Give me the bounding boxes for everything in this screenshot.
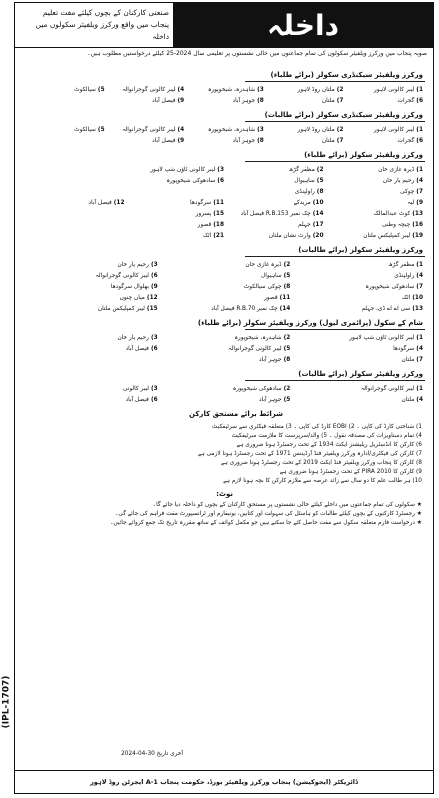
- note-item: ★ سکولوں کی تمام جماعتوں میں داخلے کیلئے خالی نشستوں پر مستحق کارکنان کے بچوں کو داخلہ دیا جائے گا۔: [152, 502, 422, 508]
- school-name: سرگودھا: [190, 200, 212, 206]
- note-item: ★ رجسٹرڈ کارکنوں کے بچوں کیلئے طالبات کو ہاسٹل کی سہولت اور کتابیں، یونیفارم اور ٹرانسپورٹ مفت فراہم کی جائے گی۔: [115, 511, 422, 517]
- school-entry: [184, 96, 264, 106]
- school-number: 19): [412, 233, 423, 239]
- condition-item: 10) ہر طالب علم کا دو سال سے زائد عرصہ سے ملازم کارکن کا بچہ ہونا لازم ہے: [223, 478, 422, 484]
- school-number: 10): [412, 295, 423, 301]
- school-entry: [105, 96, 185, 106]
- school-name: جوہر آباد: [259, 397, 282, 403]
- school-entry: [25, 304, 158, 314]
- section-underline: [245, 81, 425, 82]
- section-title: ورکرز ویلفیئر سکولز (برائے طالبات): [298, 246, 423, 254]
- section-title: ورکرز ویلفیئر سیکنڈری سکولز (برائے طالبات): [264, 111, 423, 119]
- school-entry: [324, 198, 424, 208]
- school-name: مریدکے: [293, 200, 311, 206]
- school-name: چوکی: [400, 189, 415, 195]
- condition-item: 8) کارکن کا پنجاب ورکرز ویلفیئر فنڈ ایکٹ 2019 کے تحت رجسٹرڈ ہونا ضروری ہے: [221, 460, 422, 466]
- school-number: 12): [146, 295, 158, 301]
- school-name: لیبر کالونی: [122, 386, 149, 392]
- condition-item: 9) کارکن کا PIRA 2010 کے تحت رجسٹرڈ ہونا ضروری ہے: [279, 469, 422, 475]
- school-name: چک نمبر R.B.70 فیصل آباد: [211, 306, 278, 312]
- school-name: لیبر کالونی گوجرانوالہ: [122, 127, 176, 133]
- page-title: داخلہ: [173, 3, 433, 47]
- school-number: 5): [316, 178, 324, 184]
- school-entry: [324, 231, 424, 241]
- school-entry: [158, 344, 291, 354]
- school-entry: [25, 85, 105, 95]
- school-number: 21): [213, 233, 224, 239]
- school-name: راولپنڈی: [294, 189, 315, 195]
- school-number: 6): [217, 178, 224, 184]
- school-number: 2): [316, 167, 324, 173]
- school-number: 7): [336, 98, 344, 104]
- school-number: 8): [257, 98, 264, 104]
- school-entry: [125, 198, 225, 208]
- intro-text: صوبہ پنجاب میں ورکرز ویلفیئر سکولوں کی تمام جماعتوں میں خالی نشستوں پر تعلیمی سال 2024-25 کیلئے درخواستیں مطلوب ہیں۔: [87, 50, 427, 57]
- school-number: 2): [336, 87, 344, 93]
- school-row: [25, 136, 423, 146]
- school-entry: [125, 209, 225, 219]
- school-number: 18): [213, 222, 224, 228]
- school-row: [25, 96, 423, 106]
- school-entry: [290, 304, 423, 314]
- school-number: 11): [213, 200, 224, 206]
- school-name: وارث نشان ملتان: [268, 233, 311, 239]
- school-name: فیصل آباد: [152, 138, 176, 144]
- school-number: 2): [336, 127, 344, 133]
- school-entry: [343, 136, 423, 146]
- section-underline: [245, 161, 425, 162]
- school-number: 9): [177, 98, 185, 104]
- school-name: سرگودھا: [393, 346, 415, 352]
- school-name: رحیم یار خان: [382, 178, 415, 184]
- school-name: اٹک: [202, 233, 212, 239]
- school-name: گجرات: [397, 138, 415, 144]
- school-entry: [25, 271, 158, 281]
- school-number: 12): [113, 200, 125, 206]
- school-entry: [158, 282, 291, 292]
- school-row: [25, 220, 423, 230]
- school-entry: [290, 260, 423, 270]
- school-entry: [324, 209, 424, 219]
- school-number: 8): [316, 189, 324, 195]
- school-entry: [25, 282, 158, 292]
- school-entry: [105, 125, 185, 135]
- school-name: رحیم یار خان: [117, 262, 149, 268]
- school-entry: [25, 231, 125, 241]
- school-name: فیصل آباد: [88, 200, 112, 206]
- school-entry: [224, 220, 324, 230]
- school-number: 3): [150, 262, 158, 268]
- school-entry: [264, 96, 344, 106]
- school-name: لیہ: [407, 200, 415, 206]
- school-row: [25, 282, 423, 292]
- school-name: ڈیرہ غازی خان: [378, 167, 415, 173]
- condition-item: 6) کارکن کا انڈسٹریل ریلیشنز ایکٹ 1934 کے تحت رجسٹرڈ ہونا ضروری ہے: [236, 442, 422, 448]
- school-name: سیالکوٹ: [74, 127, 96, 133]
- school-entry: [290, 355, 423, 365]
- school-entry: [125, 231, 225, 241]
- school-entry: [25, 96, 105, 106]
- school-entry: [290, 293, 423, 303]
- school-name: لیبر کالونی گوجرانوالہ: [122, 87, 176, 93]
- school-number: 9): [150, 284, 158, 290]
- school-number: 5): [283, 346, 291, 352]
- school-number: 1): [416, 167, 423, 173]
- school-name: جہلم: [298, 222, 311, 228]
- school-name: میاں چنوں: [119, 295, 145, 301]
- school-number: 6): [150, 346, 158, 352]
- school-entry: [264, 136, 344, 146]
- school-row: [25, 165, 423, 175]
- school-name: شاہدرہ، شیخوپورہ: [207, 127, 256, 133]
- school-name: فیصل آباد: [125, 397, 149, 403]
- school-name: لیبر کالونی لاہور: [373, 87, 415, 93]
- condition-item: 4) تمام دستاویزات کی مصدقہ نقول ۔ 5) والد/سرپرست کا ملازمت سرٹیفکیٹ: [231, 433, 422, 439]
- school-number: 13): [412, 211, 423, 217]
- school-entry: [324, 165, 424, 175]
- school-number: 8): [257, 138, 264, 144]
- conditions-title: شرائط برائے مستحق کارکن: [189, 410, 283, 418]
- school-number: 1): [416, 335, 423, 341]
- school-number: 5): [283, 273, 291, 279]
- school-entry: [25, 187, 125, 197]
- school-row: [25, 333, 423, 343]
- school-name: سیالکوٹ: [74, 87, 96, 93]
- school-name: فیصل آباد: [152, 98, 176, 104]
- school-entry: [184, 136, 264, 146]
- header-subtitle: [19, 7, 169, 43]
- school-row: [25, 344, 423, 354]
- section-title: ورکرز ویلفیئر سکولز (برائے طلباء): [304, 151, 423, 159]
- school-number: 3): [257, 127, 264, 133]
- school-row: [25, 395, 423, 405]
- school-number: 7): [416, 357, 423, 363]
- school-entry: [324, 176, 424, 186]
- section-underline: [245, 256, 425, 257]
- school-name: چیچہ وطنی: [381, 222, 411, 228]
- school-row: [25, 355, 423, 365]
- school-number: 2): [283, 262, 291, 268]
- school-entry: [25, 260, 158, 270]
- school-number: 6): [150, 397, 158, 403]
- school-entry: [290, 333, 423, 343]
- school-name: ملتان: [401, 397, 415, 403]
- condition-item: 1) شناختی کارڈ کی کاپی ۔ 2) EOBI کارڈ کی کاپی ۔ 3) متعلقہ فیکٹری سے سرٹیفکیٹ: [212, 424, 422, 430]
- school-number: 4): [416, 273, 423, 279]
- school-name: لیبر کالونی گوجرانوالہ: [95, 273, 149, 279]
- school-name: لیبر کالونی ٹاؤن شپ لاہور: [349, 335, 415, 341]
- school-entry: [25, 333, 158, 343]
- school-row: [25, 187, 423, 197]
- school-name: ملتان روڈ لاہور: [297, 127, 335, 133]
- section-underline: [245, 329, 425, 330]
- school-entry: [343, 125, 423, 135]
- school-entry: [224, 198, 324, 208]
- school-name: ملتان: [321, 98, 335, 104]
- school-name: لیبر کالونی گوجرانوالہ: [360, 386, 415, 392]
- school-number: 1): [416, 87, 423, 93]
- school-number: 4): [177, 127, 185, 133]
- school-entry: [290, 271, 423, 281]
- condition-item: 7) کارکن کی فیکٹری/ادارہ ورکرز ویلفیئر فنڈ آرڈیننس 1971 کے تحت رجسٹرڈ ہونا لازمی ہے: [197, 451, 422, 457]
- school-entry: [290, 384, 423, 394]
- school-name: جوہر آباد: [232, 98, 256, 104]
- school-entry: [25, 293, 158, 303]
- school-number: 4): [177, 87, 185, 93]
- school-number: 3): [150, 386, 158, 392]
- school-row: [25, 176, 423, 186]
- school-number: 5): [283, 397, 291, 403]
- school-name: شاہدرہ، شیخوپورہ: [207, 87, 256, 93]
- school-name: ملتان: [321, 138, 335, 144]
- school-name: مظفر گڑھ: [288, 167, 315, 173]
- school-name: ساہیوال: [294, 178, 315, 184]
- school-row: [25, 231, 423, 241]
- school-entry: [125, 176, 225, 186]
- school-entry: [158, 293, 291, 303]
- school-number: 11): [279, 295, 291, 301]
- school-entry: [25, 198, 125, 208]
- school-entry: [343, 85, 423, 95]
- footer-address: ڈائریکٹر (ایجوکیشن) پنجاب ورکرز ویلفیئر بورڈ، حکومت پنجاب 1-A ایجرٹن روڈ لاہور: [15, 770, 433, 793]
- school-entry: [25, 395, 158, 405]
- school-row: [25, 384, 423, 394]
- school-row: [25, 198, 423, 208]
- school-number: 17): [312, 222, 324, 228]
- school-number: 2): [283, 386, 291, 392]
- school-number: 14): [312, 211, 324, 217]
- school-entry: [25, 125, 105, 135]
- school-entry: [105, 136, 185, 146]
- school-name: ساہیوال: [261, 273, 282, 279]
- school-entry: [25, 220, 125, 230]
- ad-header: [15, 3, 433, 48]
- school-row: [25, 260, 423, 270]
- school-entry: [158, 271, 291, 281]
- school-entry: [158, 260, 291, 270]
- school-name: شاہدرہ، شیخوپورہ: [234, 335, 282, 341]
- section-underline: [245, 380, 425, 381]
- school-entry: [158, 333, 291, 343]
- section-underline: [245, 121, 425, 122]
- school-number: 13): [412, 306, 423, 312]
- school-number: 3): [257, 87, 264, 93]
- note-item: ★ درخواست فارم متعلقہ سکول سے مفت حاصل کئے جا سکتے ہیں جو مکمل کوائف کے ساتھ مقررہ تاریخ تک جمع کروائے جائیں۔: [110, 520, 422, 526]
- school-name: اٹک: [401, 295, 411, 301]
- school-number: 5): [97, 127, 105, 133]
- school-number: 6): [416, 98, 423, 104]
- school-number: 14): [279, 306, 291, 312]
- school-number: 7): [416, 284, 423, 290]
- school-number: 1): [416, 262, 423, 268]
- school-name: سادھوکی شیخوپورہ: [166, 178, 216, 184]
- school-number: 4): [416, 346, 423, 352]
- section-title: ورکرز ویلفیئر سیکنڈری سکولز (برائے طلباء): [270, 71, 423, 79]
- school-name: قصور: [197, 222, 212, 228]
- school-number: 7): [416, 189, 423, 195]
- school-entry: [290, 282, 423, 292]
- school-entry: [25, 384, 158, 394]
- notes-list: [27, 501, 422, 528]
- section-title: شام کے سکول (پرائمری لیول) ورکرز ویلفیئر سکولز (برائے طلباء): [197, 319, 423, 327]
- school-number: 6): [150, 273, 158, 279]
- school-name: راولپنڈی: [394, 273, 415, 279]
- advertisement-page: [1, 2, 434, 794]
- school-number: 4): [416, 178, 423, 184]
- school-name: لیبر کمپلیکس ملتان: [97, 306, 145, 312]
- school-entry: [224, 176, 324, 186]
- conditions-list: [27, 423, 422, 486]
- school-name: چک نمبر R.B.153 فیصل آباد: [240, 211, 311, 217]
- school-entry: [224, 209, 324, 219]
- school-number: 20): [312, 233, 324, 239]
- school-entry: [324, 220, 424, 230]
- school-number: 15): [146, 306, 158, 312]
- school-number: 2): [283, 335, 291, 341]
- school-number: 1): [416, 386, 423, 392]
- school-name: بھلوال سرگودھا: [110, 284, 149, 290]
- school-entry: [158, 355, 291, 365]
- school-entry: [25, 355, 158, 365]
- header-line-2: پنجاب میں واقع ورکرز ویلفیئر سکولوں میں داخلہ: [35, 20, 169, 41]
- school-row: [25, 271, 423, 281]
- school-name: سادھوکی شیخوپورہ: [232, 386, 282, 392]
- side-code: [1, 653, 32, 753]
- school-number: 8): [283, 284, 291, 290]
- school-number: 15): [213, 211, 224, 217]
- notes-title: نوٹ:: [216, 490, 233, 498]
- school-name: ملتان روڈ لاہور: [297, 87, 335, 93]
- school-entry: [25, 136, 105, 146]
- school-name: چوکی سیالکوٹ: [243, 284, 282, 290]
- school-entry: [105, 85, 185, 95]
- school-entry: [25, 165, 125, 175]
- school-number: 16): [412, 222, 423, 228]
- school-row: [25, 293, 423, 303]
- school-entry: [290, 395, 423, 405]
- school-name: فیصل آباد: [125, 346, 149, 352]
- school-entry: [264, 125, 344, 135]
- school-name: لیبر کالونی لاہور: [373, 127, 415, 133]
- school-name: لیبر کالونی گوجرانوالہ: [228, 346, 282, 352]
- school-entry: [184, 125, 264, 135]
- school-entry: [158, 384, 291, 394]
- school-number: 10): [312, 200, 324, 206]
- school-row: [25, 125, 423, 135]
- school-row: [25, 85, 423, 95]
- school-name: جوہر آباد: [232, 138, 256, 144]
- school-name: کوٹ عبدالمالک: [373, 211, 411, 217]
- school-entry: [25, 209, 125, 219]
- deadline-text: آخری تاریخ 30-04-2024: [121, 751, 183, 757]
- school-name: سادھوکی شیخوپورہ: [365, 284, 415, 290]
- school-name: لیبر کالونی ٹاؤن شپ لاہور: [150, 167, 216, 173]
- school-entry: [224, 231, 324, 241]
- section-title: ورکرز ویلفیئر سکولز (برائے طالبات): [298, 370, 423, 378]
- school-name: ڈیرہ غازی خان: [245, 262, 282, 268]
- school-entry: [224, 187, 324, 197]
- school-number: 4): [416, 397, 423, 403]
- school-entry: [125, 165, 225, 175]
- school-name: قصور: [264, 295, 278, 301]
- school-entry: [343, 96, 423, 106]
- school-name: جوہر آباد: [259, 357, 282, 363]
- school-name: سی اے اے ڈی، جہلم: [361, 306, 411, 312]
- school-name: مظفر گڑھ: [388, 262, 415, 268]
- school-row: [25, 304, 423, 314]
- school-row: [25, 209, 423, 219]
- school-entry: [290, 344, 423, 354]
- school-number: 3): [150, 335, 158, 341]
- school-number: 8): [283, 357, 291, 363]
- school-name: پسرور: [195, 211, 212, 217]
- header-line-1: صنعتی کارکنان کے بچوں کیلئے مفت تعلیم: [42, 8, 169, 17]
- school-number: 1): [416, 127, 423, 133]
- school-name: لیبر کمپلیکس ملتان: [363, 233, 411, 239]
- school-name: ملتان: [401, 357, 415, 363]
- school-entry: [184, 85, 264, 95]
- school-number: 5): [97, 87, 105, 93]
- school-entry: [324, 187, 424, 197]
- school-entry: [125, 187, 225, 197]
- school-entry: [125, 220, 225, 230]
- school-number: 7): [336, 138, 344, 144]
- school-entry: [264, 85, 344, 95]
- school-name: گجرات: [397, 98, 415, 104]
- school-entry: [25, 344, 158, 354]
- school-entry: [224, 165, 324, 175]
- school-name: رحیم یار خان: [117, 335, 149, 341]
- school-number: 3): [217, 167, 224, 173]
- school-number: 9): [416, 200, 423, 206]
- school-number: 6): [416, 138, 423, 144]
- school-entry: [25, 176, 125, 186]
- school-entry: [158, 395, 291, 405]
- school-entry: [158, 304, 291, 314]
- school-number: 9): [177, 138, 185, 144]
- ad-reference-code: (IPL-1707): [1, 675, 12, 729]
